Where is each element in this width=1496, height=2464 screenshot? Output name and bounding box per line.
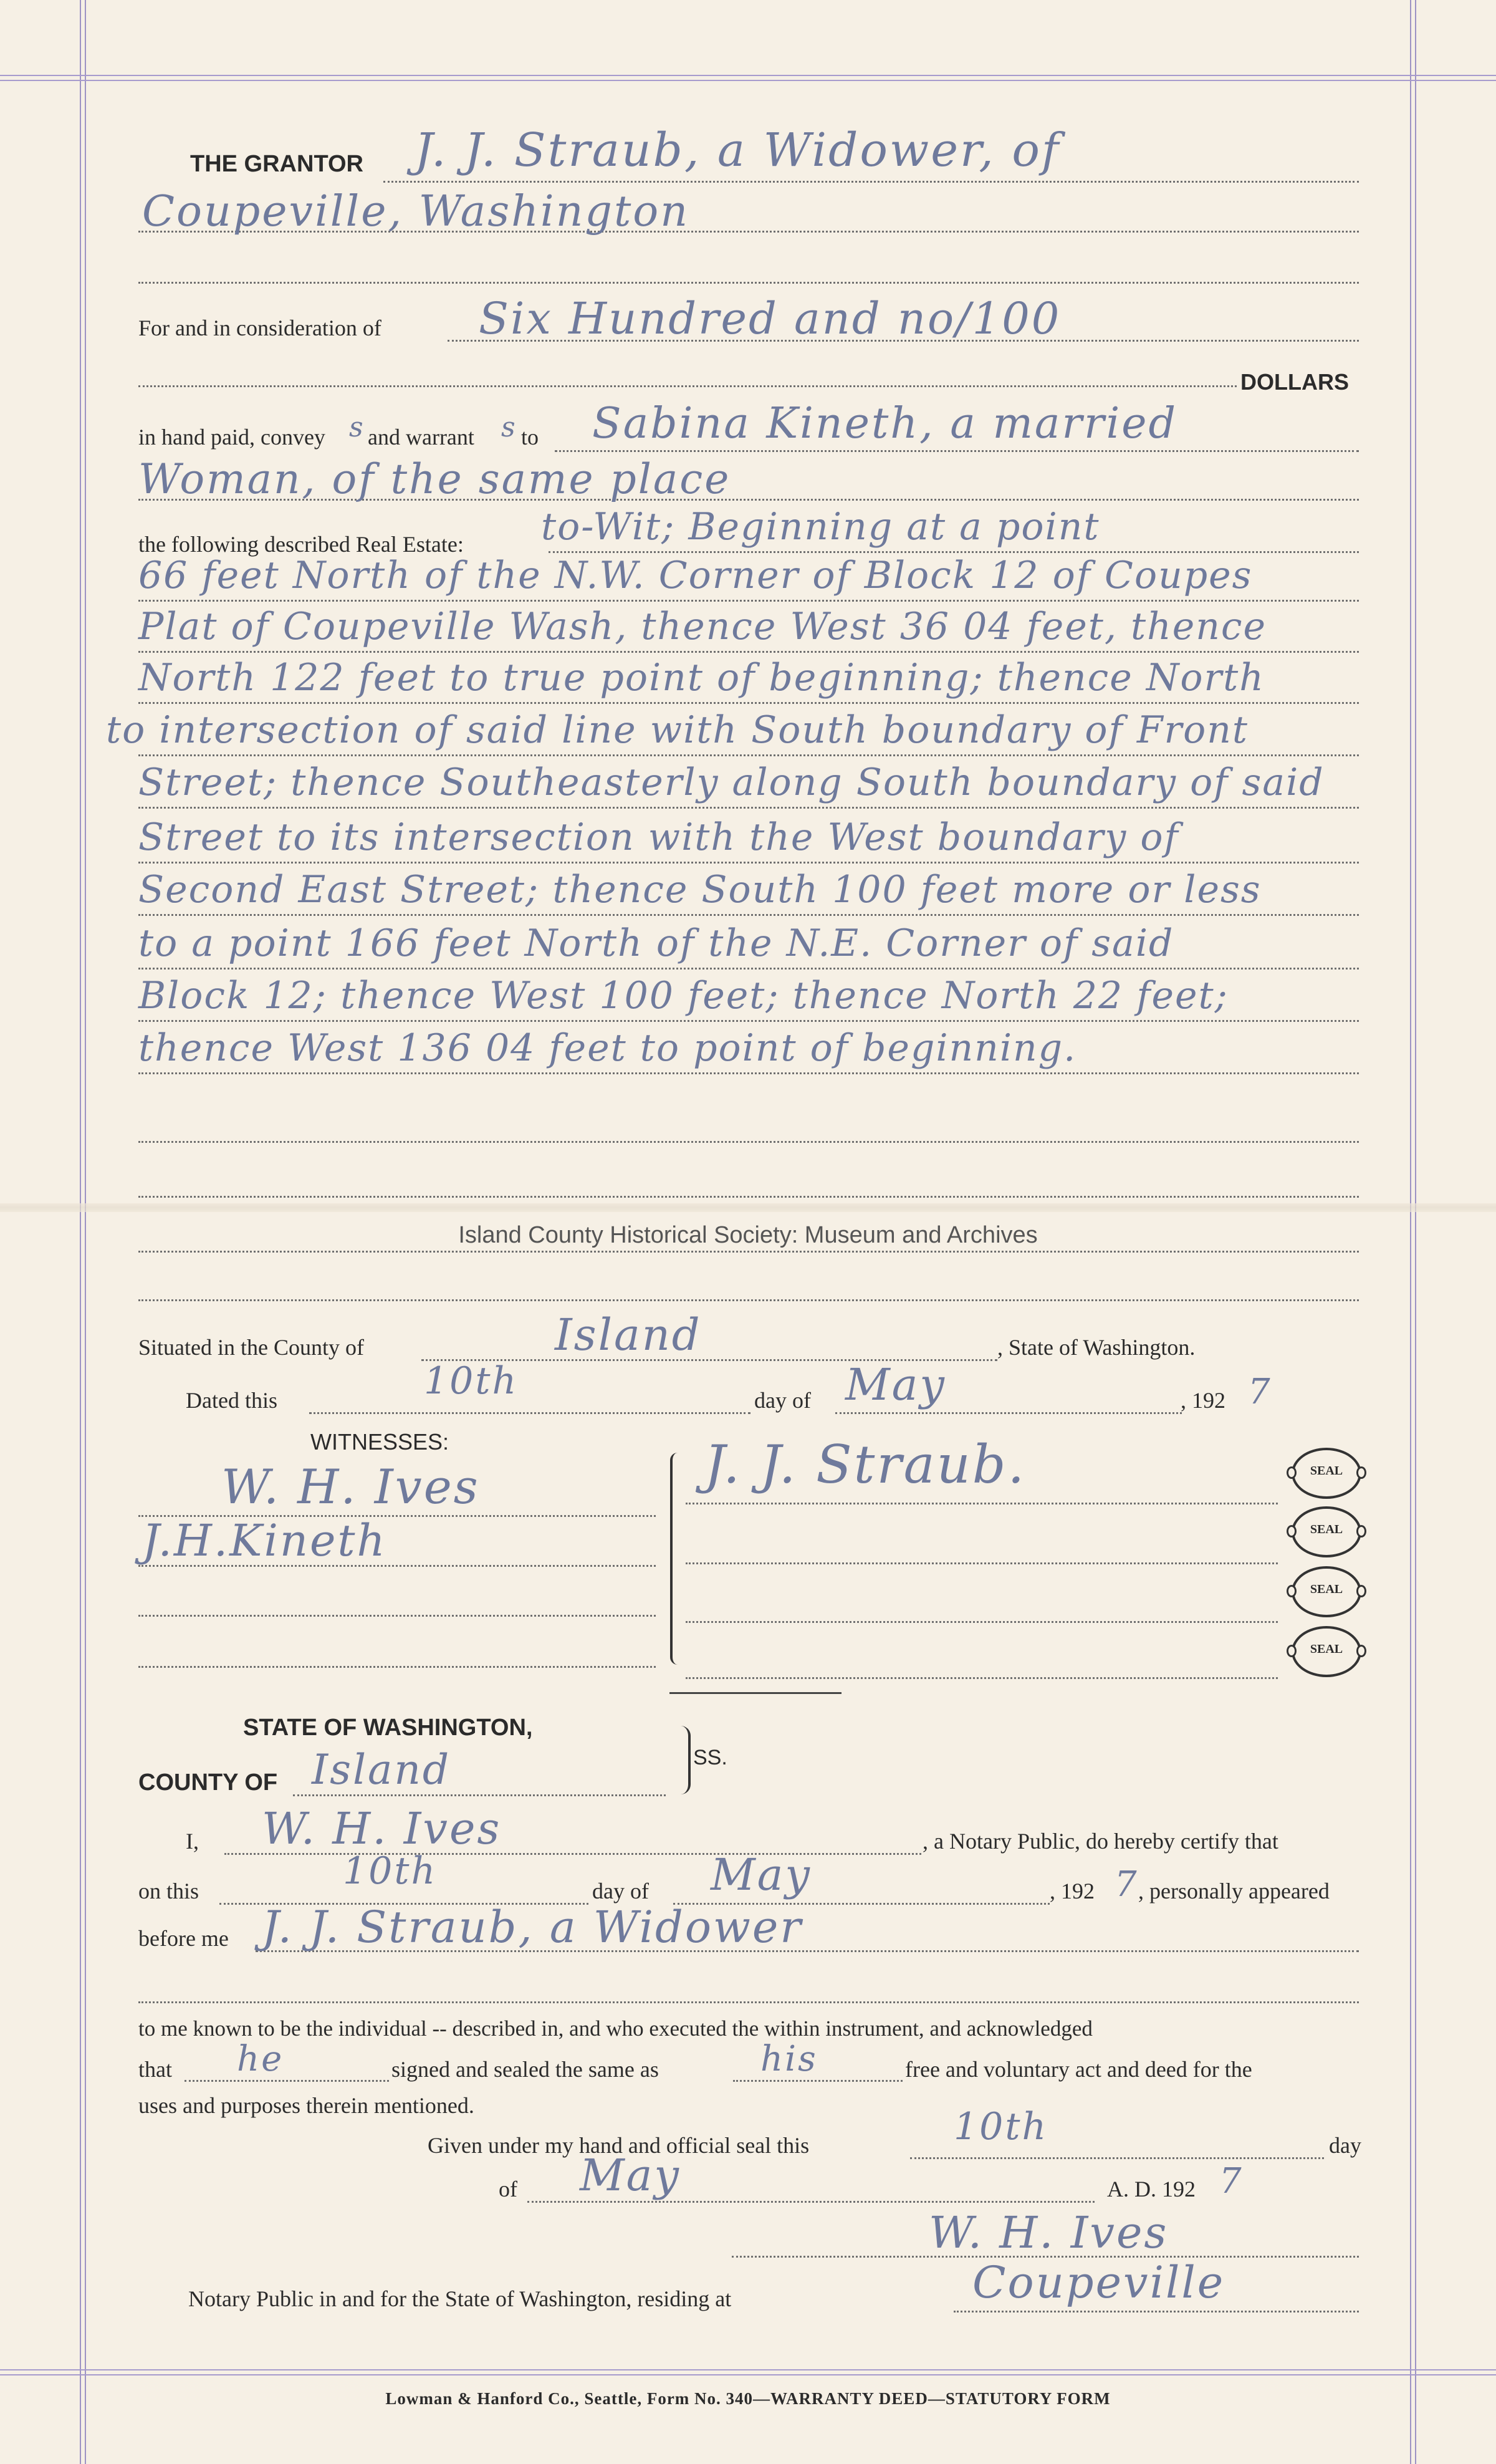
- real-estate-text: North 122 feet to true point of beginning; thence North: [138, 656, 1265, 700]
- dated-day: 10th: [424, 1359, 519, 1403]
- real-estate-line: [138, 807, 1359, 809]
- real-estate-line: [138, 968, 1359, 970]
- ack-day-of: day of: [592, 1879, 649, 1903]
- given-month: May: [580, 2150, 681, 2201]
- witness-line-3: [138, 1615, 656, 1617]
- given-day-line: [910, 2157, 1324, 2159]
- ss-brace: [676, 1726, 691, 1794]
- notary-name: W. H. Ives: [262, 1803, 502, 1854]
- consideration-amount: Six Hundred and no/100: [479, 293, 1062, 344]
- bottom-rule: [0, 2369, 1496, 2370]
- day-label: day: [1329, 2133, 1361, 2158]
- grantee-residence: Woman, of the same place: [138, 455, 731, 503]
- residing-place: Coupeville: [972, 2257, 1225, 2308]
- grantor-line-3: [138, 282, 1359, 284]
- before-me-label: before me: [138, 1926, 229, 1951]
- real-estate-text: to-Wit; Beginning at a point: [541, 505, 1100, 549]
- signature-line-2: [686, 1562, 1278, 1564]
- convey-label: in hand paid, convey: [138, 425, 325, 450]
- real-estate-text: Plat of Coupeville Wash, thence West 36 04 feet, thence: [138, 605, 1267, 648]
- real-estate-text: 66 feet North of the N.W. Corner of Block 12 of Coupes: [138, 554, 1253, 597]
- real-estate-text: thence West 136 04 feet to point of beginning.: [138, 1026, 1077, 1070]
- grantee-line-1: [555, 450, 1359, 452]
- real-estate-text: Second East Street; thence South 100 feet more or less: [138, 868, 1262, 912]
- section-divider: [669, 1692, 842, 1694]
- ack-month: May: [711, 1849, 812, 1900]
- given-text: Given under my hand and official seal this: [428, 2133, 810, 2158]
- ack-day: 10th: [343, 1849, 438, 1893]
- given-day: 10th: [954, 2105, 1048, 2149]
- margin-rule-right-2: [1415, 0, 1416, 2464]
- witness-line-4: [138, 1666, 656, 1668]
- real-estate-line: [138, 651, 1359, 653]
- day-of-label: day of: [754, 1388, 811, 1413]
- that-label: that: [138, 2057, 172, 2082]
- consideration-label: For and in consideration of: [138, 315, 381, 340]
- he-line: [185, 2080, 389, 2082]
- known-text: to me known to be the individual -- described in, and who executed the within instrument, and acknowledged: [138, 2016, 1093, 2041]
- of-label: of: [499, 2177, 517, 2202]
- top-rule: [0, 75, 1496, 76]
- real-estate-text: to intersection of said line with South boundary of Front: [106, 708, 1249, 752]
- real-estate-label: the following described Real Estate:: [138, 532, 464, 557]
- blank-line-4: [138, 1299, 1359, 1301]
- dated-day-line: [309, 1412, 750, 1414]
- blank-line-1: [138, 1141, 1359, 1143]
- seal-3: SEAL: [1292, 1566, 1361, 1617]
- grantor-name: J. J. Straub, a Widower, of: [415, 123, 1061, 177]
- ack-blank-line: [138, 2001, 1359, 2003]
- state-label: , State of Washington.: [997, 1335, 1196, 1360]
- real-estate-line: [549, 551, 1359, 553]
- convey-s: s: [349, 411, 365, 443]
- real-estate-line: [138, 600, 1359, 602]
- ack-year-digit: 7: [1115, 1864, 1139, 1905]
- real-estate-text: Street to its intersection with the West boundary of: [138, 816, 1179, 859]
- real-estate-line: [138, 702, 1359, 704]
- ad-digit: 7: [1219, 2161, 1244, 2202]
- margin-rule-left: [80, 0, 81, 2464]
- ack-year-prefix: , 192: [1050, 1879, 1095, 1903]
- notary-certify: , a Notary Public, do hereby certify that: [923, 1829, 1278, 1854]
- grantor-residence: Coupeville, Washington: [142, 187, 690, 236]
- real-estate-text: to a point 166 feet North of the N.E. Corner of said: [138, 922, 1174, 965]
- real-estate-line: [138, 862, 1359, 864]
- paper-fold: [0, 1203, 1496, 1212]
- he-value: he: [237, 2039, 284, 2079]
- archive-watermark: Island County Historical Society: Museum and Archives: [458, 1222, 1038, 1248]
- residing-line: [954, 2311, 1359, 2312]
- grantor-signature: J. J. Straub.: [704, 1434, 1027, 1495]
- personally-appeared: , personally appeared: [1138, 1879, 1330, 1903]
- real-estate-text: Block 12; thence West 100 feet; thence North 22 feet;: [138, 974, 1229, 1018]
- notary-signature: W. H. Ives: [929, 2207, 1169, 2258]
- witness-brace: [670, 1453, 685, 1665]
- real-estate-line: [138, 1072, 1359, 1074]
- witness-name-1: W. H. Ives: [221, 1459, 480, 1514]
- seal-4: SEAL: [1292, 1626, 1361, 1677]
- free-text: free and voluntary act and deed for the: [905, 2057, 1252, 2082]
- ack-county-value: Island: [312, 1746, 451, 1794]
- dollars-label: DOLLARS: [1240, 369, 1349, 395]
- dated-year-digit: 7: [1248, 1372, 1272, 1412]
- grantee-name: Sabina Kineth, a married: [592, 399, 1177, 448]
- ss-label: SS.: [693, 1746, 727, 1769]
- warrant-s: s: [501, 411, 517, 443]
- ack-state-label: STATE OF WASHINGTON,: [243, 1715, 533, 1741]
- situated-label: Situated in the County of: [138, 1335, 364, 1360]
- real-estate-text: Street; thence Southeasterly along South boundary of said: [138, 761, 1325, 804]
- grantor-line-1: [383, 181, 1359, 183]
- bottom-rule-2: [0, 2374, 1496, 2375]
- blank-line-3: [138, 1251, 1359, 1253]
- on-this-label: on this: [138, 1879, 199, 1903]
- seal-2: SEAL: [1292, 1506, 1361, 1557]
- signed-text: signed and sealed the same as: [391, 2057, 659, 2082]
- signature-line-1: [686, 1503, 1278, 1504]
- dollars-line: [138, 385, 1237, 387]
- his-value: his: [760, 2039, 818, 2079]
- his-line: [733, 2080, 903, 2082]
- margin-rule-left-2: [85, 0, 86, 2464]
- ack-county-line: [293, 1794, 666, 1796]
- ack-person: J. J. Straub, a Widower: [262, 1902, 803, 1953]
- real-estate-line: [138, 914, 1359, 916]
- witness-name-2: J.H.Kineth: [142, 1515, 387, 1566]
- top-rule-2: [0, 80, 1496, 81]
- ack-county-label: COUNTY OF: [138, 1769, 278, 1796]
- blank-line-2: [138, 1196, 1359, 1198]
- dated-month-line: [835, 1412, 1182, 1414]
- dated-year-prefix: , 192: [1181, 1388, 1225, 1413]
- given-month-line: [527, 2201, 1095, 2203]
- warrant-label: and warrant: [368, 425, 474, 450]
- grantor-label: THE GRANTOR: [190, 151, 363, 177]
- dated-label: Dated this: [186, 1388, 277, 1413]
- to-label: to: [521, 425, 539, 450]
- county-value: Island: [555, 1309, 702, 1360]
- i-label: I,: [186, 1829, 199, 1854]
- signature-line-4: [686, 1677, 1278, 1679]
- signature-line-3: [686, 1621, 1278, 1623]
- uses-text: uses and purposes therein mentioned.: [138, 2093, 474, 2118]
- witnesses-label: WITNESSES:: [310, 1429, 449, 1455]
- dated-month: May: [845, 1359, 946, 1410]
- margin-rule-right: [1410, 0, 1411, 2464]
- real-estate-line: [138, 1020, 1359, 1022]
- residing-text: Notary Public in and for the State of Washington, residing at: [188, 2286, 732, 2311]
- seal-1: SEAL: [1292, 1448, 1361, 1499]
- ad-label: A. D. 192: [1107, 2177, 1196, 2202]
- form-footer: Lowman & Hanford Co., Seattle, Form No. 340—WARRANTY DEED—STATUTORY FORM: [385, 2389, 1111, 2408]
- real-estate-line: [138, 754, 1359, 756]
